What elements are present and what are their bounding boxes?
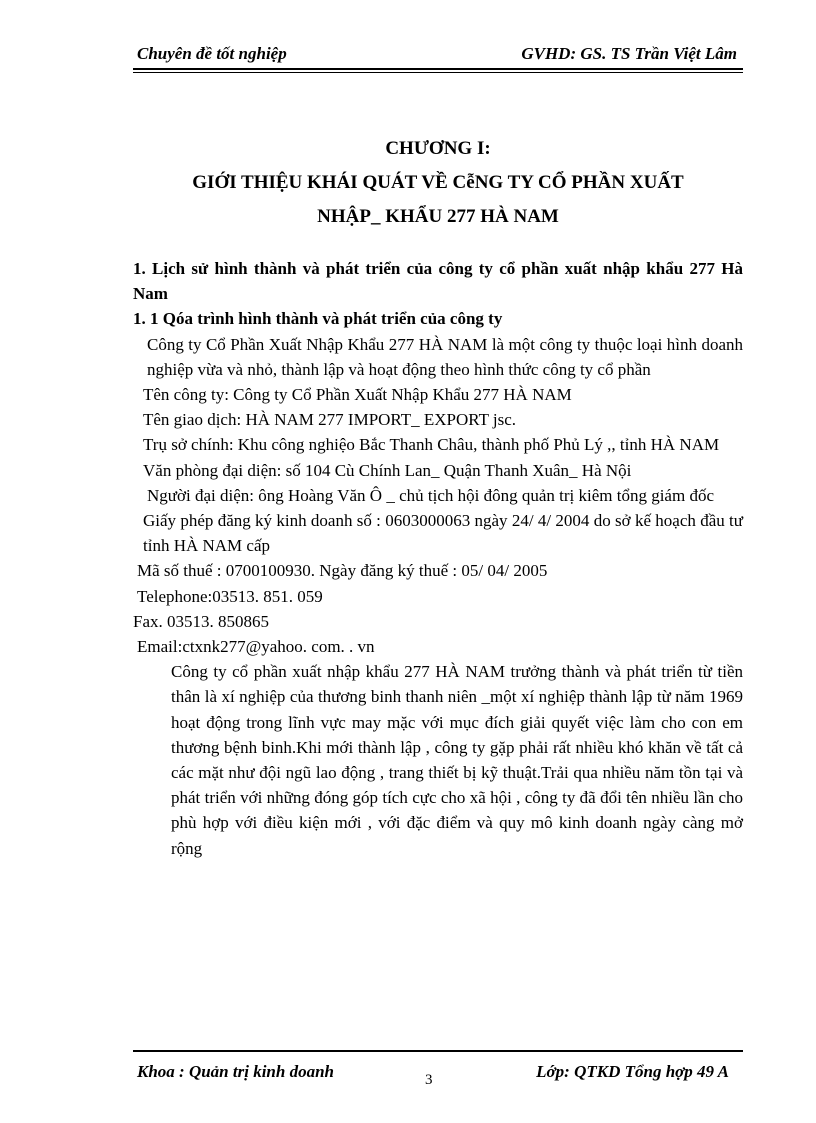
fax-line: Fax. 03513. 850865: [133, 611, 269, 631]
page-footer: [133, 1050, 743, 1090]
header-left-text: Chuyên đề tốt nghiệp: [137, 44, 287, 63]
page-number: 3: [425, 1072, 433, 1088]
header-right-text: GVHD: GS. TS Trần Việt Lâm: [521, 44, 737, 63]
trade-name-line: Tên giao dịch: HÀ NAM 277 IMPORT_ EXPORT jsc.: [143, 410, 517, 430]
history-paragraph: Công ty cổ phần xuất nhập khẩu 277 HÀ NAM trưởng thành và phát triển từ tiền thân là xí nghiệp của thương binh thanh niên _một xí nghiệp thành lập từ năm 1969 hoạt động trong lĩnh vực may mặc với mục đích giải quyết việc làm cho con em thương bệnh binh.Khi mới thành lập , công ty gặp phải rất nhiều khó khăn về tất cả các mặt như đội ngũ lao động , trang thiết bị kỹ thuật.Trải qua nhiều năm tồn tại và phát triển với những đóng góp tích cực cho xã hội , công ty đã đổi tên nhiều lần cho phù hợp với điều kiện mới , với đặc điểm và quy mô kinh doanh ngày càng mở rộng: [171, 662, 743, 858]
head-office-line: Trụ sở chính: Khu công nghiệo Bắc Thanh Châu, thành phố Phủ Lý ,, tỉnh HÀ NAM: [143, 435, 720, 455]
subsection-heading: 1. 1 Qóa trình hình thành và phát triển của công ty: [133, 309, 503, 329]
intro-paragraph: Công ty Cổ Phần Xuất Nhập Khẩu 277 HÀ NAM là một công ty thuộc loại hình doanh nghiệp vừa và nhỏ, thành lập và hoạt động theo hình thức công ty cổ phần: [147, 334, 743, 379]
footer-rule: [133, 1050, 743, 1052]
footer-right-text: Lớp: QTKD Tổng hợp 49 A: [536, 1062, 729, 1081]
rep-office-line: Văn phòng đại diện: số 104 Cù Chính Lan_ Quận Thanh Xuân_ Hà Nội: [143, 460, 632, 480]
section-heading: 1. Lịch sử hình thành và phát triển của công ty cổ phần xuất nhập khẩu 277 Hà Nam: [133, 259, 743, 304]
email-line: Email:ctxnk277@yahoo. com. . vn: [137, 637, 375, 657]
company-name-line: Tên công ty: Công ty Cổ Phần Xuất Nhập Khẩu 277 HÀ NAM: [143, 385, 572, 405]
document-body: [133, 256, 743, 861]
page-header: [133, 44, 743, 70]
chapter-title-line-2: NHẬP_ KHẨU 277 HÀ NAM: [317, 206, 559, 227]
chapter-title-line-1: GIỚI THIỆU KHÁI QUÁT VỀ CễNG TY CỔ PHẦN XUẤT: [192, 172, 684, 193]
chapter-title-block: [133, 132, 743, 234]
license-line: Giấy phép đăng ký kinh doanh số : 0603000063 ngày 24/ 4/ 2004 do sở kế hoạch đầu tư tỉnh HÀ NAM cấp: [143, 511, 743, 556]
header-rule-thick: [133, 68, 743, 70]
tax-code-line: Mã số thuế : 0700100930. Ngày đăng ký thuế : 05/ 04/ 2005: [137, 561, 548, 581]
header-rule-thin: [133, 72, 743, 73]
chapter-label: CHƯƠNG I:: [385, 138, 491, 159]
representative-line: Người đại diện: ông Hoàng Văn Ô _ chủ tịch hội đông quản trị kiêm tổng giám đốc: [147, 485, 714, 505]
telephone-line: Telephone:03513. 851. 059: [137, 586, 323, 606]
footer-left-text: Khoa : Quản trị kinh doanh: [137, 1062, 334, 1081]
